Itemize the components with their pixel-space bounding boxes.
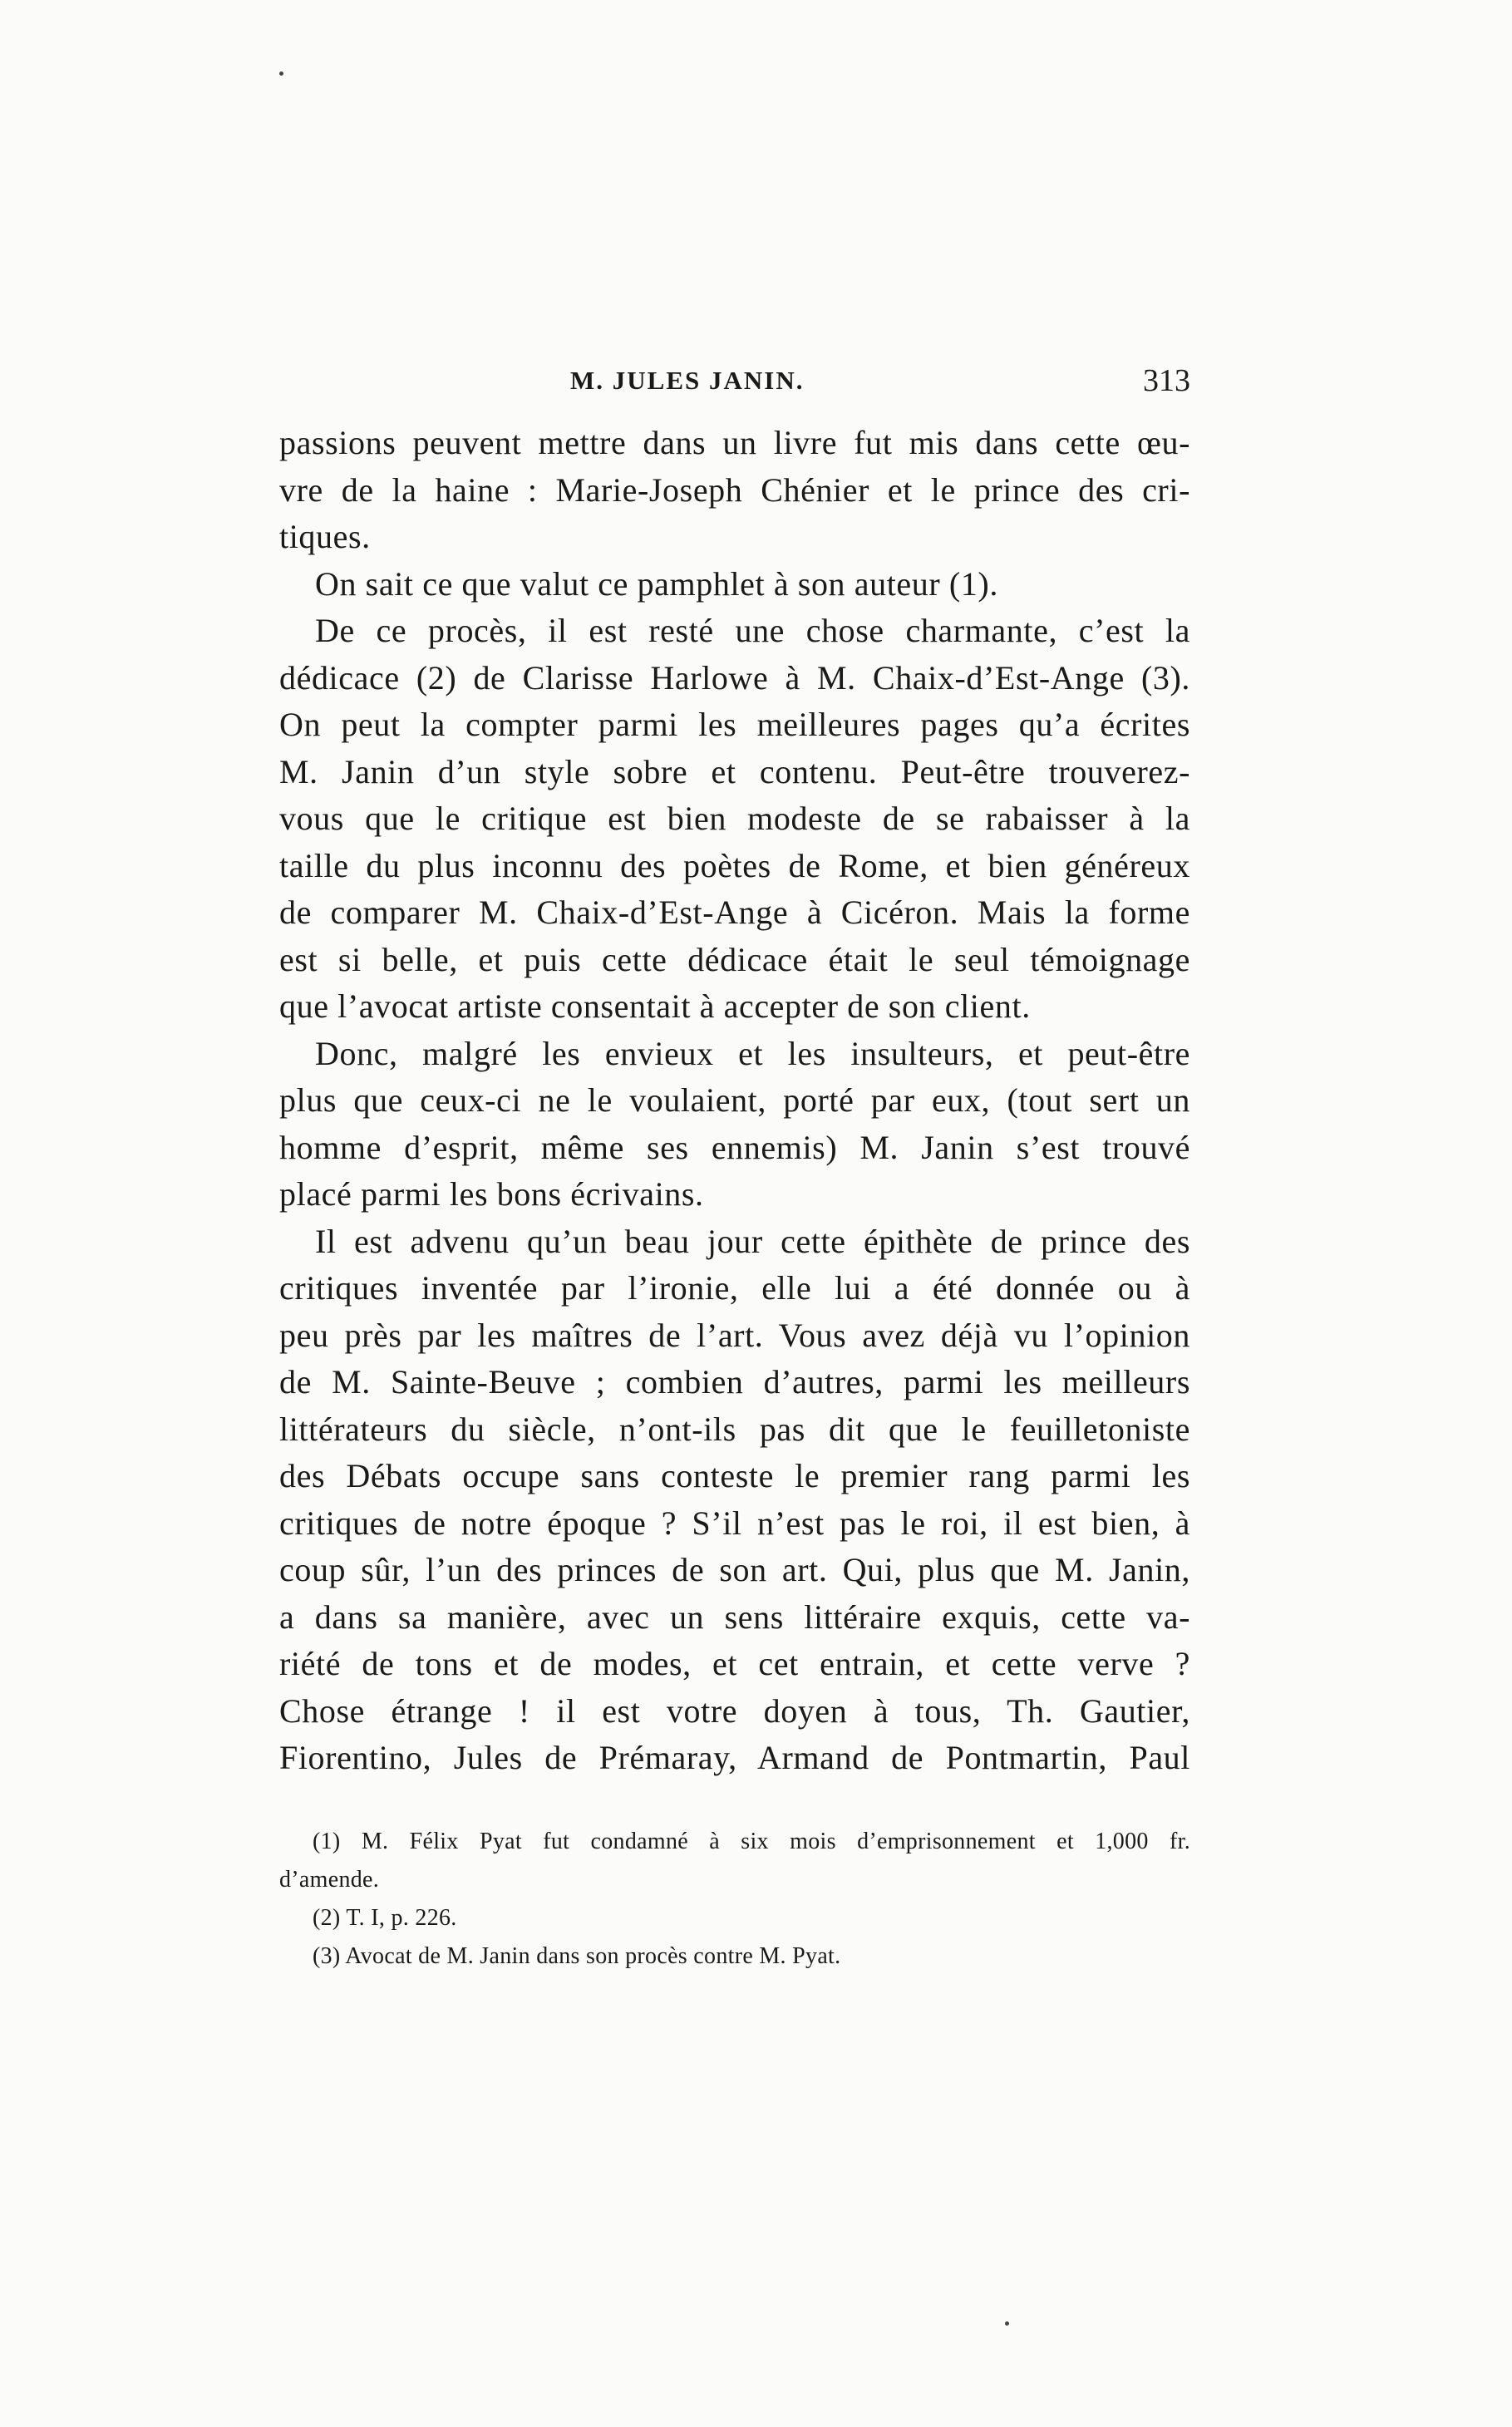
text-line: est si belle, et puis cette dédicace était le seul témoignage — [279, 940, 1190, 978]
footnotes — [279, 1823, 1190, 1976]
text-line: On sait ce que valut ce pamphlet à son auteur (1). — [315, 564, 998, 603]
body-text — [279, 420, 1190, 1782]
footnote-line: (3) Avocat de M. Janin dans son procès contre M. Pyat. — [313, 1943, 841, 1969]
page-number: 313 — [1143, 363, 1190, 398]
text-line: Fiorentino, Jules de Prémaray, Armand de Pontmartin, Paul — [279, 1739, 1190, 1776]
text-line: de comparer M. Chaix-d’Est-Ange à Cicéron. Mais la forme — [279, 894, 1190, 931]
text-line: coup sûr, l’un des princes de son art. Qui, plus que M. Janin, — [279, 1551, 1190, 1588]
text-line: vous que le critique est bien modeste de se rabaisser à la — [279, 800, 1190, 837]
text-line: que l’avocat artiste consentait à accepter de son client. — [279, 987, 1031, 1025]
text-line: De ce procès, il est resté une chose charmante, c’est la — [315, 612, 1190, 649]
text-line: placé parmi les bons écrivains. — [279, 1175, 704, 1213]
text-line: homme d’esprit, même ses ennemis) M. Janin s’est trouvé — [279, 1128, 1190, 1166]
text-line: On peut la compter parmi les meilleures pages qu’a écrites — [279, 706, 1190, 743]
text-line: critiques inventée par l’ironie, elle lui a été donnée ou à — [279, 1269, 1190, 1307]
running-head — [279, 356, 1190, 406]
footnote-line: (2) T. I, p. 226. — [313, 1905, 457, 1931]
text-line: Il est advenu qu’un beau jour cette épithète de prince des — [315, 1222, 1190, 1260]
text-line: peu près par les maîtres de l’art. Vous avez déjà vu l’opinion — [279, 1316, 1190, 1354]
text-line: Chose étrange ! il est votre doyen à tous, Th. Gautier, — [279, 1691, 1190, 1730]
text-line: passions peuvent mettre dans un livre fut mis dans cette œu- — [279, 424, 1190, 461]
text-line: M. Janin d’un style sobre et contenu. Peut-être trouverez- — [279, 752, 1190, 790]
text-line: riété de tons et de modes, et cet entrain, et cette verve ? — [279, 1645, 1190, 1682]
text-line: tiques. — [279, 518, 371, 555]
footnote-line: (1) M. Félix Pyat fut condamné à six mois d’emprisonnement et 1,000 fr. — [313, 1829, 1190, 1854]
footnote-line: d’amende. — [279, 1867, 380, 1893]
text-line: critiques de notre époque ? S’il n’est pas le roi, il est bien, à — [279, 1504, 1190, 1542]
text-line: de M. Sainte-Beuve ; combien d’autres, parmi les meilleurs — [279, 1363, 1190, 1401]
text-line: taille du plus inconnu des poètes de Rome, et bien généreux — [279, 846, 1190, 884]
running-title: M. JULES JANIN. — [570, 366, 805, 395]
text-line: a dans sa manière, avec un sens littéraire exquis, cette va- — [279, 1597, 1190, 1636]
speck-mark — [279, 71, 283, 76]
text-line: dédicace (2) de Clarisse Harlowe à M. Chaix-d’Est-Ange (3). — [279, 658, 1190, 697]
text-line: Donc, malgré les envieux et les insulteurs, et peut-être — [315, 1034, 1190, 1072]
speck-mark — [1005, 2321, 1009, 2326]
text-line: vre de la haine : Marie-Joseph Chénier et le prince des cri- — [279, 470, 1190, 509]
text-line: des Débats occupe sans conteste le premier rang parmi les — [279, 1457, 1190, 1494]
text-line: plus que ceux-ci ne le voulaient, porté par eux, (tout sert un — [279, 1081, 1190, 1119]
text-line: littérateurs du siècle, n’ont-ils pas dit que le feuilletoniste — [279, 1410, 1190, 1448]
